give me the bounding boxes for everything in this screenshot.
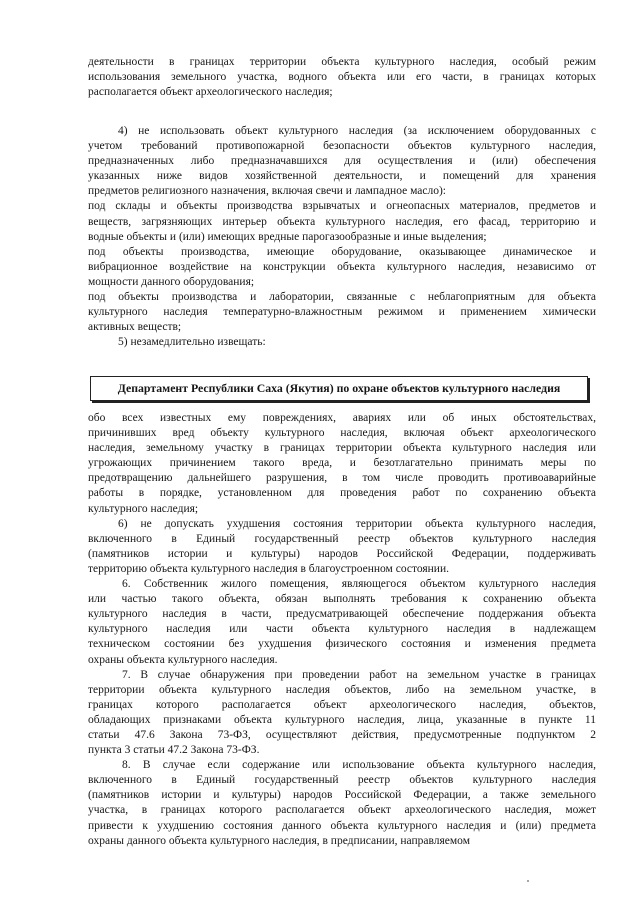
text-line: 4) не использовать объект культурного наследия (за исключением оборудованных с xyxy=(118,125,596,137)
text-line: участка, в границах которого располагается объект археологического наследия, может xyxy=(88,804,596,817)
text-line: (памятников истории и культуры) народов Российской Федерации, поддерживать xyxy=(88,547,596,560)
text-line: 7. В случае обнаружения при проведении работ на земельном участке в границах xyxy=(122,668,596,681)
text-line: территории объекта культурного наследия объектов, либо на земельном участке, в xyxy=(88,683,596,696)
text-line: культурного наследия или части объекта культурного наследия в надлежащем xyxy=(88,623,596,636)
item-5-continuation xyxy=(88,411,596,849)
text-line: располагается объект археологического наследия; xyxy=(88,86,333,99)
department-header: Департамент Республики Саха (Якутия) по охране объектов культурного наследия xyxy=(117,381,561,395)
text-line: культурного наследия температурно-влажностным режимом и применением химически xyxy=(88,306,596,319)
text-line: предметов религиозного назначения, включая свечи и лампадное масло): xyxy=(88,185,446,198)
text-line: обладающих признаками объекта культурного наследия, лица, указанные в пункте 11 xyxy=(88,713,596,726)
text-line: территорию объекта культурного наследия в благоустроенном состоянии. xyxy=(88,562,449,575)
text-line: активных веществ; xyxy=(88,321,182,334)
text-line: 8. В случае если содержание или использование объекта культурного наследия, xyxy=(122,759,596,772)
item-4 xyxy=(88,124,596,350)
text-line: работы в порядке, установленном для проведения работ по сохранению объекта xyxy=(88,487,596,500)
text-line: культурного наследия; xyxy=(88,502,199,515)
text-line: границах которого располагается объект археологического наследия, объектов, xyxy=(88,698,596,711)
text-line: пункта 3 статьи 47.2 Закона 73-ФЗ. xyxy=(88,744,260,757)
text-line: наследия, земельному участку в границах территории объекта культурного наследия или xyxy=(88,442,596,455)
text-line: статьи 47.6 Закона 73-ФЗ, осуществляют действия, предусмотренные подпунктом 2 xyxy=(88,728,596,741)
text-line: включенного в Единый государственный реестр объектов культурного наследия xyxy=(88,532,596,545)
text-line: предотвращению дальнейшего разрушения, в том числе проводить противоаварийные xyxy=(88,472,596,485)
text-line: мощности данного оборудования; xyxy=(88,275,255,288)
text-line: техническом состоянии без ухудшения физического состояния и изменения предмета xyxy=(88,638,596,651)
text-line: под объекты производства и лаборатории, связанные с неблагоприятным для объекта xyxy=(88,291,596,304)
text-line: включенного в Единый государственный реестр объектов культурного наследия xyxy=(88,774,596,787)
text-line: охраны данного объекта культурного наследия, в предписании, направляемом xyxy=(88,834,470,847)
text-line: обо всех известных ему повреждениях, авариях или об иных обстоятельствах, xyxy=(88,412,596,424)
text-line: 5) незамедлительно извещать: xyxy=(118,336,266,349)
text-line: привести к ухудшению состояния данного объекта культурного наследия и (или) предмета xyxy=(88,819,596,832)
text-line: под склады и объекты производства взрывчатых и огнеопасных материалов, предметов и xyxy=(88,200,596,213)
top-paragraph xyxy=(88,55,596,100)
text-line: учетом требований противопожарной безопасности объектов культурного наследия, xyxy=(88,140,596,153)
department-header-box xyxy=(90,376,588,401)
text-line: охраны объекта культурного наследия. xyxy=(88,653,278,666)
text-line: вибрационное воздействие на конструкции объекта культурного наследия, независимо от xyxy=(88,260,596,273)
text-line: причинивших вред объекту культурного наследия, включая объект археологического xyxy=(88,427,596,440)
text-line: под объекты производства, имеющие оборудование, оказывающее динамическое и xyxy=(88,245,596,258)
text-line: деятельности в границах территории объекта культурного наследия, особый режим xyxy=(88,56,596,68)
text-line: 6) не допускать ухудшения состояния территории объекта культурного наследия, xyxy=(118,517,596,530)
text-line: использования земельного участка, водного объекта или его части, в границах которых xyxy=(88,71,596,84)
text-line: 6. Собственник жилого помещения, являющегося объектом культурного наследия xyxy=(122,578,596,591)
text-line: указанных ниже видов хозяйственной деятельности, и помещений для хранения xyxy=(88,170,596,183)
text-line: угрожающих причинением такого вреда, и безотлагательно принимать меры по xyxy=(88,457,596,470)
text-line: культурного наследия в части, предусматривающей обеспечение поддержания объекта xyxy=(88,608,596,621)
scan-speck xyxy=(527,880,529,882)
text-line: (памятников истории и культуры) народов Российской Федерации, а также земельного xyxy=(88,789,596,802)
text-line: или частью такого объекта, обязан выполнять требования к сохранению объекта xyxy=(88,593,596,606)
text-line: веществ, загрязняющих интерьер объекта культурного наследия, его фасад, территорию и xyxy=(88,215,596,228)
text-line: предназначенных либо предназначавшихся для осуществления и (или) обеспечения xyxy=(88,155,596,168)
text-line: водные объекты и (или) имеющих вредные парогазообразные и иные выделения; xyxy=(88,230,487,243)
